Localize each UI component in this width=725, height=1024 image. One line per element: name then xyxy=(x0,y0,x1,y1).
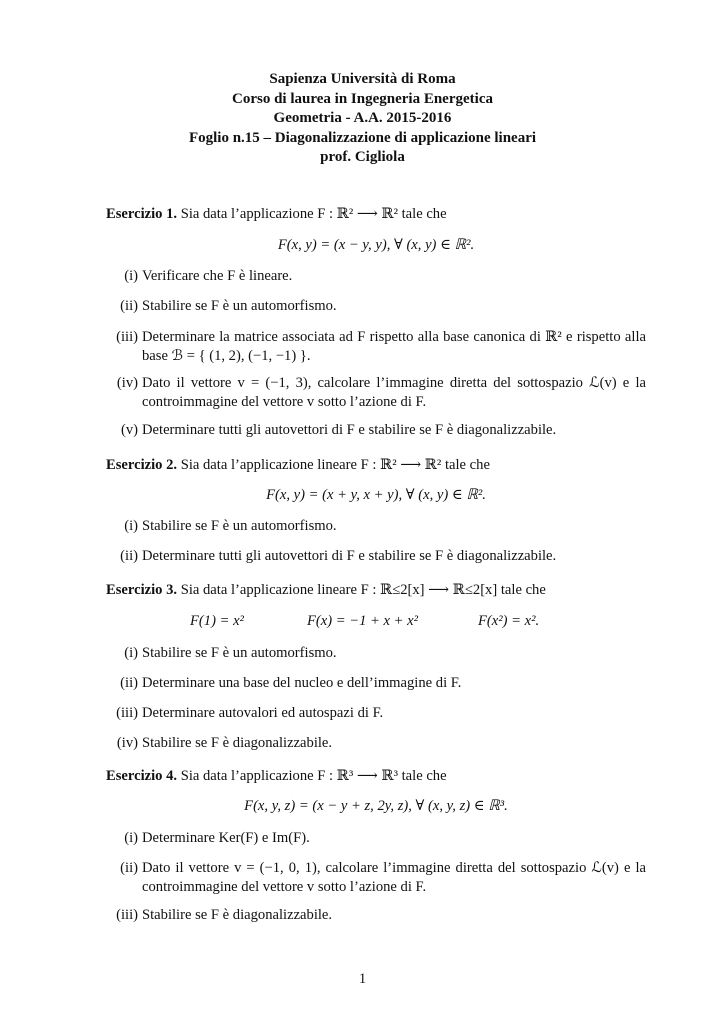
exercise-3-title xyxy=(106,581,646,600)
exercise-4-label: Esercizio 4. xyxy=(106,768,178,784)
exercise-1-item xyxy=(106,297,646,316)
exercise-1-item xyxy=(106,374,646,412)
item-text: Stabilire se F è diagonalizzabile. xyxy=(142,907,333,923)
exercise-1-formula: F(x, y) = (x − y, y), ∀ (x, y) ∈ ℝ². xyxy=(277,237,475,253)
exercise-3-item xyxy=(106,674,646,693)
exercise-1-item xyxy=(106,421,646,440)
item-label: (v) xyxy=(120,422,138,438)
document-header xyxy=(0,70,725,168)
exercise-4-intro: Sia data l’applicazione F : ℝ³ ⟶ ℝ³ tale che xyxy=(180,768,447,784)
item-text: Determinare tutti gli autovettori di F e stabilire se F è diagonalizzabile. xyxy=(142,548,557,564)
item-label: (ii) xyxy=(120,548,138,564)
item-label: (i) xyxy=(124,268,138,284)
exercise-1-title xyxy=(106,205,646,224)
item-text: Dato il vettore v = (−1, 0, 1), calcolare l’immagine diretta del sottospazio ℒ(v) e la controimmagine del vettore v sotto l’azione di F. xyxy=(142,860,646,895)
exercise-1-item xyxy=(106,328,646,366)
item-label: (ii) xyxy=(120,675,138,691)
exercise-1-label: Esercizio 1. xyxy=(106,206,178,222)
item-label: (i) xyxy=(124,830,138,846)
item-text: Determinare tutti gli autovettori di F e stabilire se F è diagonalizzabile. xyxy=(142,422,557,438)
item-label: (iv) xyxy=(116,735,138,751)
exercise-4-title xyxy=(106,767,646,786)
item-text: Verificare che F è lineare. xyxy=(142,268,293,284)
item-label: (iii) xyxy=(116,329,138,345)
item-label: (i) xyxy=(124,645,138,661)
item-label: (iii) xyxy=(116,705,138,721)
sheet-title: Foglio n.15 – Diagonalizzazione di applicazione lineari xyxy=(188,129,537,146)
item-text: Stabilire se F è un automorfismo. xyxy=(142,298,337,314)
exercise-4-item xyxy=(106,829,646,848)
exercise-3-item xyxy=(106,704,646,723)
item-label: (iv) xyxy=(116,375,138,391)
item-label: (i) xyxy=(124,518,138,534)
exercise-4-item xyxy=(106,859,646,897)
course-name: Corso di laurea in Ingegneria Energetica xyxy=(232,90,493,107)
item-text: Determinare autovalori ed autospazi di F. xyxy=(142,705,384,721)
exercise-4-formula: F(x, y, z) = (x − y + z, 2y, z), ∀ (x, y, z) ∈ ℝ³. xyxy=(244,798,508,814)
item-label: (ii) xyxy=(120,860,138,876)
exercise-3-item xyxy=(106,734,646,753)
exercise-4-item xyxy=(106,906,646,925)
page-number: 1 xyxy=(358,971,367,987)
item-text: Dato il vettore v = (−1, 3), calcolare l’immagine diretta del sottospazio ℒ(v) e la controimmagine del vettore v sotto l’azione di F. xyxy=(142,375,646,410)
exercise-3-formula-b: F(x) = −1 + x + x² xyxy=(307,613,419,629)
item-label: (iii) xyxy=(116,907,138,923)
exercise-2-item xyxy=(106,517,646,536)
subject-year: Geometria - A.A. 2015-2016 xyxy=(273,110,452,126)
exercise-2-label: Esercizio 2. xyxy=(106,457,178,473)
exercise-2-intro: Sia data l’applicazione lineare F : ℝ² ⟶ ℝ² tale che xyxy=(180,457,490,473)
item-text: Determinare una base del nucleo e dell’immagine di F. xyxy=(142,675,462,691)
item-text: Determinare Ker(F) e Im(F). xyxy=(142,830,310,846)
item-text: Determinare la matrice associata ad F rispetto alla base canonica di ℝ² e rispetto alla base ℬ = { (1, 2), (−1, −1) }. xyxy=(142,329,646,364)
exercise-1-intro: Sia data l’applicazione F : ℝ² ⟶ ℝ² tale che xyxy=(180,206,447,222)
exercise-2-formula: F(x, y) = (x + y, x + y), ∀ (x, y) ∈ ℝ². xyxy=(266,487,486,503)
exercise-3-intro: Sia data l’applicazione lineare F : ℝ≤2[x] ⟶ ℝ≤2[x] tale che xyxy=(180,582,546,598)
professor-name: prof. Cigliola xyxy=(320,149,405,165)
exercise-3-item xyxy=(106,644,646,663)
exercise-3-label: Esercizio 3. xyxy=(106,582,178,598)
exercise-3-formula-c: F(x²) = x². xyxy=(478,613,540,629)
item-text: Stabilire se F è un automorfismo. xyxy=(142,645,337,661)
exercise-1-item xyxy=(106,267,646,286)
exercise-2-title xyxy=(106,456,646,475)
university-name: Sapienza Università di Roma xyxy=(269,71,456,87)
exercise-2-item xyxy=(106,547,646,566)
exercise-3-formula-a: F(1) = x² xyxy=(190,613,244,629)
item-text: Stabilire se F è diagonalizzabile. xyxy=(142,735,333,751)
item-label: (ii) xyxy=(120,298,138,314)
item-text: Stabilire se F è un automorfismo. xyxy=(142,518,337,534)
